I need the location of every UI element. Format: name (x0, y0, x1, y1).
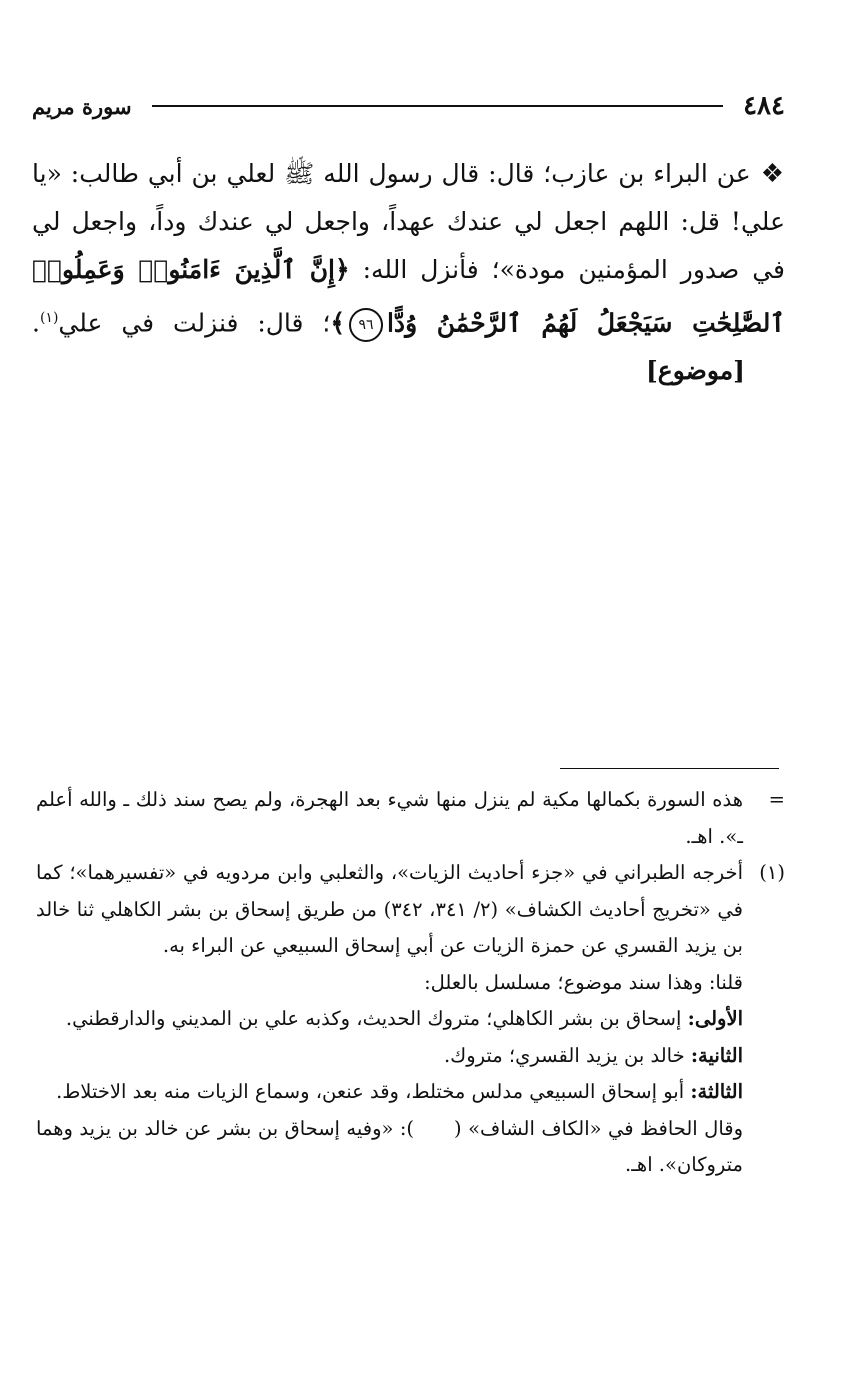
surah-title: سورة مريم (32, 93, 132, 119)
continuation-text: هذه السورة بكمالها مكية لم ينزل منها شيء بعد الهجرة، ولم يصح سند ذلك ـ والله أعلم ـ». اهـ. (36, 788, 743, 848)
footnote-qulna: قلنا: وهذا سند موضوع؛ مسلسل بالعلل: (424, 970, 743, 994)
quran-verse: ﴿إِنَّ ٱلَّذِينَ ءَامَنُوا۟ وَعَمِلُوا۟ ٱلصَّٰلِحَٰتِ سَيَجْعَلُ لَهُمُ ٱلرَّحْمَٰنُ وُدًّا (32, 255, 785, 338)
footnote-ref: (١) (39, 310, 59, 326)
page-header (32, 86, 785, 126)
hafiz-quote-b: ): «وفيه إسحاق بن بشر عن خالد بن يزيد وهما متروكان». اهـ. (36, 1116, 743, 1176)
footnote-continuation (36, 782, 785, 855)
illa-second (36, 1038, 743, 1075)
illa-second-label: الثانية: (690, 1043, 743, 1067)
header-rule (152, 105, 724, 107)
illa-third-text: أبو إسحاق السبيعي مدلس مختلط، وقد عنعن، وسماع الزيات منه بعد الاختلاط. (56, 1080, 691, 1103)
footnote-1-mark: (١) (759, 861, 785, 884)
hadith-body: عن البراء بن عازب؛ قال: قال رسول الله ﷺ لعلي بن أبي طالب: «يا علي! قل: اللهم اجعل لي عندك عهداً، واجعل لي عندك وداً، واجعل لي في صدور المؤمنين مودة»؛ فأنزل الله: (32, 159, 786, 284)
footnotes (36, 782, 785, 1184)
illa-first-text: إسحاق بن بشر الكاهلي؛ متروك الحديث، وكذبه علي بن المديني والدارقطني. (65, 1007, 688, 1030)
diamond-icon: ❖ (760, 159, 785, 189)
illa-third (36, 1074, 743, 1111)
footnote-1 (36, 855, 785, 1184)
hafiz-quote-a: وقال الحافظ في «الكاف الشاف» ( (454, 1116, 743, 1140)
hadith-period: . (32, 308, 40, 338)
hadith-body-end: ؛ قال: فنزلت في علي (58, 308, 331, 338)
hadith-grade: [موضوع] (645, 356, 745, 386)
verse-number-badge: ٩٦ (349, 308, 383, 342)
illa-second-text: خالد بن يزيد القسري؛ متروك. (443, 1043, 691, 1067)
quran-verse-close: ﴾ (330, 308, 345, 338)
continuation-mark: = (768, 788, 785, 811)
illa-first-label: الأولى: (687, 1007, 743, 1030)
hadith-text (32, 150, 785, 395)
footnote-separator (560, 768, 779, 769)
page-number: ٤٨٤ (743, 91, 785, 121)
footnote-1-text: أخرجه الطبراني في «جزء أحاديث الزيات»، والثعلبي وابن مردويه في «تفسيرهما»؛ كما في «تخريج أحاديث الكشاف» (٢/ ٣٤١، ٣٤٢) من طريق إسحاق بن بشر الكاهلي ثنا خالد بن يزيد القسري عن حمزة الزيات عن أبي إسحاق السبيعي عن البراء به. (36, 861, 743, 957)
illa-first (36, 1001, 743, 1038)
illa-third-label: الثالثة: (690, 1080, 743, 1103)
hafiz-quote (36, 1111, 743, 1184)
